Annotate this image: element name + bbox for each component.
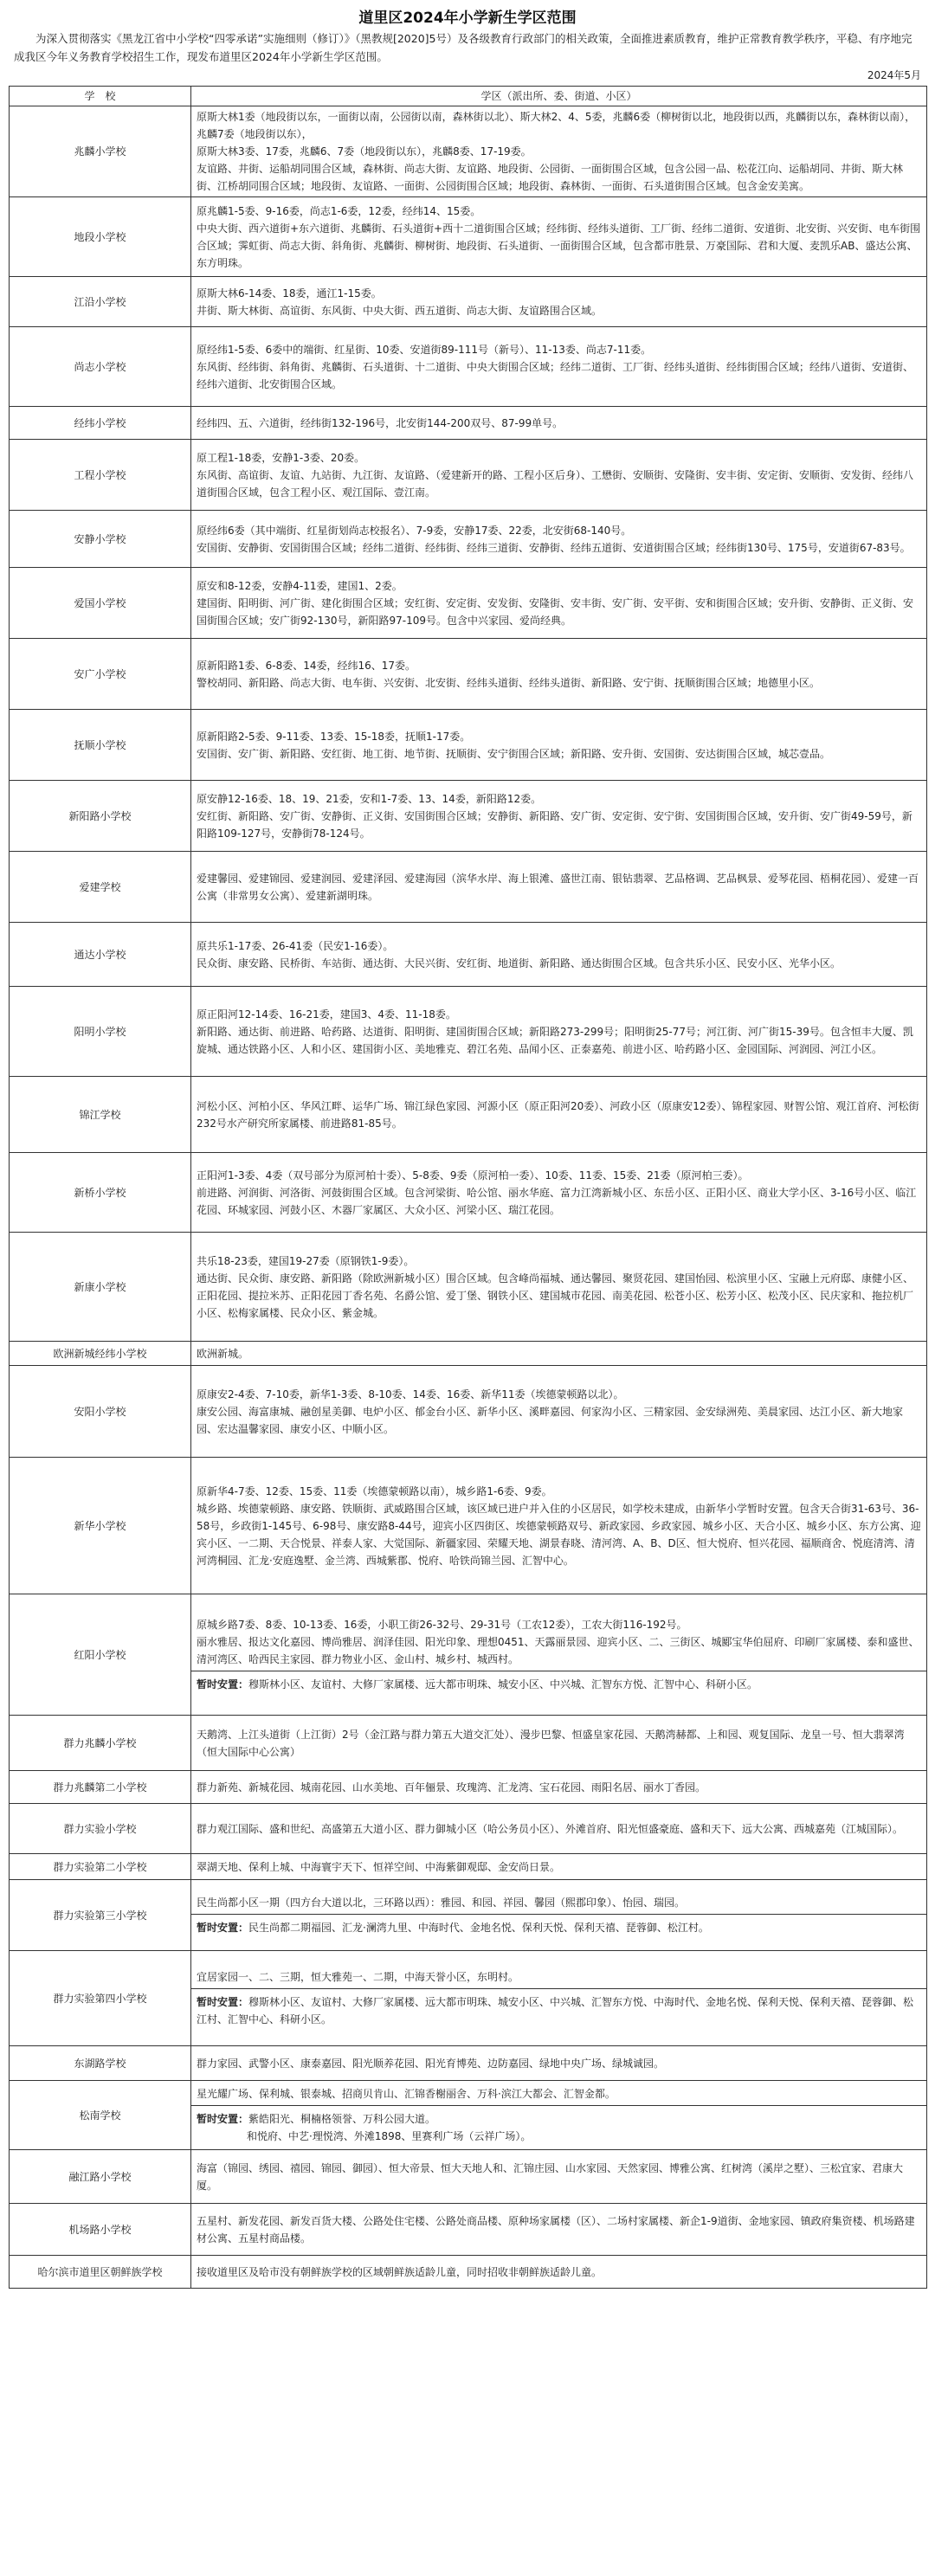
- area-line: 正阳河1-3委、4委（双号部分为原河柏十委）、5-8委、9委（原河柏一委）、10委、11委、15委、21委（原河柏三委）。: [197, 1169, 749, 1182]
- table-row: [10, 2081, 927, 2150]
- table-row: [10, 511, 927, 568]
- area-line: 安红街、新阳路、安广街、安静街、正义街、安国街围合区域；安静街、新阳路、安广街、安定街、安宁街、安国街围合区域，安升街、安广街49-59号，新阳路109-127号，安静街78-124号。: [197, 809, 912, 840]
- district-area: [191, 1153, 927, 1233]
- school-name: 工程小学校: [10, 440, 191, 511]
- area-line: 民众街、康安路、民桥街、车站街、通达街、大民兴街、安红街、地道街、新阳路、通达街围合区域。包含共乐小区、民安小区、光华小区。: [197, 956, 842, 969]
- table-row: [10, 987, 927, 1077]
- district-area: [191, 106, 927, 197]
- area-line: 原城乡路7委、8委、10-13委、16委，小职工街26-32号、29-31号（工农12委），工农大街116-192号。: [197, 1619, 687, 1631]
- district-area: [191, 1804, 927, 1854]
- district-area: [191, 327, 927, 407]
- school-name: 融江路小学校: [10, 2150, 191, 2204]
- district-area: [191, 407, 927, 440]
- area-line: 原斯大林6-14委、18委，通江1-15委。: [197, 287, 382, 299]
- table-row: [10, 852, 927, 923]
- school-name: 经纬小学校: [10, 407, 191, 440]
- table-row: [10, 923, 927, 987]
- header-area: 学区（派出所、委、街道、小区）: [191, 87, 927, 106]
- school-name: 爱建学校: [10, 852, 191, 923]
- area-line: 丽水雅居、报达文化嘉园、博尚雅居、润泽佳园、阳光印象、理想0451、天露丽景园、迎宾小区、二、三街区、城郾宝华伯屈府、印刷厂家属楼、泰和盛世、清河湾区、哈西民主家园、群力物业小区、金山村、城乡村、城西村。: [197, 1636, 919, 1665]
- area-line: 宜居家园一、二、三期，恒大雅苑一、二期，中海天誉小区，东明村。: [197, 1971, 519, 1983]
- area-line: 原共乐1-17委、26-41委（民安1-16委）。: [197, 939, 394, 952]
- area-line: 原经纬1-5委、6委中的端街、红星街、10委、安道街89-111号（新号）、11-13委、尚志7-11委。: [197, 343, 652, 356]
- school-name: 新康小学校: [10, 1233, 191, 1342]
- table-row: [10, 277, 927, 327]
- table-row: [10, 1880, 927, 1951]
- school-name: 红阳小学校: [10, 1594, 191, 1716]
- area-line: 建国街、阳明街、河广街、建化街围合区域；安红街、安定街、安发街、安隆街、安丰街、安广街、安平街、安和街围合区域；安升街、安静街、正义街、安国街围合区域；安广街92-130号，新阳路97-109号。包含中兴家园、爱尚经典。: [197, 596, 914, 627]
- temporary-placement: [191, 1914, 926, 1936]
- district-area: [191, 1716, 927, 1771]
- school-name: 锦江学校: [10, 1077, 191, 1153]
- table-row: [10, 1771, 927, 1804]
- area-line: 共乐18-23委，建国19-27委（原钢铁1-9委）。: [197, 1254, 415, 1267]
- area-line: 民生尚都小区一期（四方台大道以北，三环路以西）：雅园、和园、祥园、馨园（熙郡印象）、怡园、瑞园。: [197, 1897, 686, 1909]
- area-line: 原斯大林3委、17委，兆麟6、7委（地段街以东），兆麟8委、17-19委。: [197, 145, 532, 158]
- district-area: [191, 1594, 927, 1716]
- temporary-placement-text: 穆斯林小区、友谊村、大修厂家属楼、远大都市明珠、城安小区、中兴城、汇智东方悦、中海时代、金地名悦、保利天悦、保利天禧、琵蓉御、松江村、汇智中心、科研小区。: [197, 1996, 914, 2025]
- district-area: [191, 781, 927, 852]
- school-name: 群力实验第三小学校: [10, 1880, 191, 1951]
- school-name: 欧洲新城经纬小学校: [10, 1342, 191, 1366]
- district-area: [191, 2150, 927, 2204]
- school-name: 尚志小学校: [10, 327, 191, 407]
- district-area: [191, 1951, 927, 2046]
- table-row: [10, 1233, 927, 1342]
- area-line: 经纬四、五、六道街，经纬街132-196号，北安街144-200双号、87-99单号。: [197, 416, 564, 429]
- table-row: [10, 1366, 927, 1458]
- table-body: [10, 106, 927, 2289]
- school-name: 阳明小学校: [10, 987, 191, 1077]
- school-name: 安广小学校: [10, 639, 191, 710]
- area-line: 原新华4-7委、12委、15委、11委（埃德蒙顿路以南），城乡路1-6委、9委。: [197, 1484, 552, 1497]
- temporary-placement-label: 暂时安置：: [197, 1922, 249, 1934]
- district-area: [191, 2204, 927, 2256]
- district-area: [191, 1233, 927, 1342]
- school-name: 机场路小学校: [10, 2204, 191, 2256]
- area-line: 接收道里区及哈市没有朝鲜族学校的区域朝鲜族适龄儿童，同时招收非朝鲜族适龄儿童。: [197, 2265, 603, 2278]
- school-name: 兆麟小学校: [10, 106, 191, 197]
- area-line: 群力观江国际、盛和世纪、高盛第五大道小区、群力御城小区（哈公务员小区）、外滩首府、阳光恒盛豪庭、盛和天下、远大公寓、西城嘉苑（江城国际）。: [197, 1822, 904, 1835]
- area-line: 新阳路、通达街、前进路、哈药路、达道街、阳明街、建国街围合区域；新阳路273-299号；阳明街25-77号；河江街、河广街15-39号。包含恒丰大厦、凯旋城、通达铁路小区、人和小区、建国街小区、美地雅克、碧江名苑、品闻小区、正泰嘉苑、前进小区、哈药路小区、金园国际、河润园、河江小区。: [197, 1025, 913, 1055]
- area-line: 安国街、安静街、安国街围合区域；经纬二道街、经纬街、经纬三道街、安静街、经纬五道街、安道街围合区域；经纬街130号、175号，安道街67-83号。: [197, 541, 911, 554]
- area-line: 东风街、高谊街、友谊、九站街、九江街、友谊路、（爱建新开的路、工程小区后身）、工懋街、安顺街、安隆街、安丰街、安定街、安顺街、安发街、经纬八道街围合区域，包含工程小区、观江国际、壹江南。: [197, 468, 914, 499]
- temporary-placement-text: 穆斯林小区、友谊村、大修厂家属楼、远大都市明珠、城安小区、中兴城、汇智东方悦、汇智中心、科研小区。: [248, 1678, 758, 1690]
- area-line: 原康安2-4委、7-10委，新华1-3委、8-10委、14委、16委、新华11委（埃德蒙顿路以北）。: [197, 1388, 624, 1401]
- temporary-placement: [191, 1671, 926, 1693]
- school-name: 松南学校: [10, 2081, 191, 2150]
- school-name: 通达小学校: [10, 923, 191, 987]
- table-row: [10, 1804, 927, 1854]
- district-area: [191, 852, 927, 923]
- area-line: 通达街、民众街、康安路、新阳路（除欧洲新城小区）围合区域。包含峰尚福城、通达馨园、聚贤花园、建国怡园、松滨里小区、宝融上元府邸、康健小区、正阳花园、提拉米苏、正阳花园丁香名苑、名爵公馆、爱丁堡、钢铁小区、建国城市花园、南美花园、松苍小区、松芳小区、松茂小区、民庆家和、拖拉机厂小区、松梅家属楼、民众小区、紫金城。: [197, 1272, 914, 1319]
- table-row: [10, 1716, 927, 1771]
- table-row: [10, 197, 927, 277]
- area-line: 原经纬6委（其中端街、红星街划尚志校报名）、7-9委，安静17委、22委，北安街68-140号。: [197, 524, 632, 537]
- table-row: [10, 1342, 927, 1366]
- temporary-placement-extra: 和悦府、中艺·理悦湾、外滩1898、里赛利广场（云祥广场）。: [247, 2130, 532, 2142]
- school-name: 江沿小学校: [10, 277, 191, 327]
- area-line: 原新阳路2-5委、9-11委、13委、15-18委，抚顺1-17委。: [197, 730, 471, 743]
- table-row: [10, 1951, 927, 2046]
- school-district-table: [9, 86, 927, 2289]
- area-line: 东风街、经纬街、斜角街、兆麟街、石头道街、十二道街、中央大街围合区域；经纬二道街、工厂街、经纬头道街、经纬街围合区域；经纬八道街、安道街、经纬六道街、北安街围合区域。: [197, 360, 914, 390]
- area-line: 五星村、新发花园、新发百货大楼、公路处住宅楼、公路处商品楼、原种场家属楼（区）、二场村家属楼、新企1-9道街、金地家园、镇政府集资楼、机场路建材公寓、五星村商品楼。: [197, 2214, 915, 2244]
- area-line: 井街、斯大林街、高谊街、东风街、中央大街、西五道街、尚志大街、友谊路围合区域。: [197, 304, 603, 317]
- district-area: [191, 639, 927, 710]
- table-row: [10, 1594, 927, 1716]
- school-name: 群力实验小学校: [10, 1804, 191, 1854]
- table-row: [10, 1077, 927, 1153]
- temporary-placement-text: 紫皓阳光、桐楠格领誉、万科公园大道。: [248, 2113, 436, 2125]
- temporary-placement-label: 暂时安置：: [197, 1996, 249, 2008]
- area-line: 警校胡同、新阳路、尚志大街、电车街、兴安街、北安街、经纬头道街、经纬头道街、新阳路、安宁街、抚顺街围合区域；地德里小区。: [197, 676, 821, 689]
- area-line: 群力新苑、新城花园、城南花园、山水美地、百年俪景、玫瑰湾、汇龙湾、宝石花园、雨阳名居、丽水丁香园。: [197, 1781, 706, 1794]
- table-row: [10, 639, 927, 710]
- area-line: 原工程1-18委，安静1-3委、20委。: [197, 451, 365, 464]
- intro-paragraph: 为深入贯彻落实《黑龙江省中小学校“四零承诺”实施细则（修订）》（黑教规[2020]5号）及各级教育行政部门的相关政策，全面推进素质教育，维护正常教育教学秩序，平稳、有序地完成我区今年义务教育学校招生工作，现发布道里区2024年小学新生学区范围。: [14, 32, 912, 63]
- area-line: 原新阳路1委、6-8委、14委，经纬16、17委。: [197, 659, 416, 672]
- district-area: [191, 1771, 927, 1804]
- table-row: [10, 2256, 927, 2289]
- table-row: [10, 1854, 927, 1880]
- area-line: 原兆麟1-5委、9-16委，尚志1-6委，12委，经纬14、15委。: [197, 204, 481, 217]
- table-row: [10, 440, 927, 511]
- school-name: 群力兆麟第二小学校: [10, 1771, 191, 1804]
- table-row: [10, 710, 927, 781]
- area-line: 中央大街、西六道街+东六道街、兆麟街、石头道街+西十二道街围合区域；经纬街、经纬头道街、工厂街、经纬二道街、安道街、北安街、兴安街、电车街围合区域；霁虹街、尚志大街、斜角街、兆麟街、柳树街、地段街、石头道街、一面街围合区域，包含都市胜景、万豪国际、君和大厦、麦凯乐AB、盛达公寓、东方明珠。: [197, 222, 921, 269]
- temporary-placement: [191, 1988, 926, 2028]
- area-line: 星光耀广场、保利城、银泰城、招商贝肯山、汇锦香榭丽舍、万科·滨江大都会、汇智金都。: [197, 2088, 616, 2100]
- table-header-row: [10, 87, 927, 106]
- table-row: [10, 1458, 927, 1594]
- table-row: [10, 781, 927, 852]
- district-area: [191, 1854, 927, 1880]
- school-name: 哈尔滨市道里区朝鲜族学校: [10, 2256, 191, 2289]
- district-area: [191, 923, 927, 987]
- area-line: 河松小区、河柏小区、华风江畔、运华广场、锦江绿色家园、河源小区（原正阳河20委）、河政小区（原康安12委）、锦程家园、财智公馆、观江首府、河松街232号水产研究所家属楼、前进路81-85号。: [197, 1099, 919, 1130]
- school-name: 爱国小学校: [10, 568, 191, 639]
- table-row: [10, 2150, 927, 2204]
- district-area: [191, 2046, 927, 2081]
- district-area: [191, 197, 927, 277]
- area-line: 城乡路、埃德蒙顿路、康安路、铁顺街、武威路围合区域，该区域已进户并入住的小区居民，如学校未建成，由新华小学暂时安置。包含天合街31-63号、36-58号，乡政街1-145号、6-98号、康安路8-44号，迎宾小区四街区、埃德蒙顿路双号、新政家园、乡政家园、城乡小区、天合小区、城乡小区、东方公寓、迎宾小区、一二期、天合悦景、祥泰人家、大觉国际、新疆家园、荣耀天地、湖景春晓、清河湾、A、B、D区、恒大悦府、恒兴花园、福顺商舍、悦庭清湾、清河湾桐园、汇龙·安庭逸墅、金兰湾、西城紫郡、悦府、哈铁尚锦兰园、汇智中心。: [197, 1502, 921, 1567]
- area-line: 天鹅湾、上江头道街（上江街）2号（金江路与群力第五大道交汇处）、漫步巴黎、恒盛皇家花园、天鹅湾赫都、上和园、观复国际、龙皇一号、恒大翡翠湾（恒大国际中心公寓）: [197, 1728, 905, 1758]
- school-name: 地段小学校: [10, 197, 191, 277]
- district-area: [191, 277, 927, 327]
- school-name: 抚顺小学校: [10, 710, 191, 781]
- area-line: 欧洲新城。: [197, 1347, 249, 1360]
- district-area: [191, 2081, 927, 2150]
- area-line: 翠湖天地、保利上城、中海寰宇天下、恒祥空间、中海紫御观邸、金安尚日景。: [197, 1860, 561, 1873]
- table-row: [10, 2204, 927, 2256]
- district-area: [191, 710, 927, 781]
- school-name: 安阳小学校: [10, 1366, 191, 1458]
- district-area: [191, 440, 927, 511]
- area-line: 原安静12-16委、18、19、21委，安和1-7委、13、14委，新阳路12委。: [197, 792, 542, 805]
- table-row: [10, 327, 927, 407]
- area-line: 爱建馨园、爱建锦园、爱建润园、爱建泽园、爱建海园（滨华水岸、海上银滩、盛世江南、银钻翡翠、艺品格调、艺品枫景、爱琴花园、梧桐花园）、爱建一百公寓（非常男女公寓）、爱建新湖明珠。: [197, 872, 919, 902]
- header-school: 学 校: [10, 87, 191, 106]
- area-line: 前进路、河润街、河洛街、河鼓街围合区域。包含河梁街、哈公馆、丽水华庭、富力江湾新城小区、东岳小区、正阳小区、商业大学小区、3-16号小区、临江花园、环城家园、河鼓小区、木器厂家属区、大众小区、河梁小区、瑞江花园。: [197, 1186, 917, 1216]
- area-line: 海富（锦园、绣园、禧园、锦园、御园）、恒大帝景、恒大天地人和、汇锦庄园、山水家园、天然家园、博雅公寓、红树湾（溪岸之墅）、三松宜家、君康大厦。: [197, 2161, 904, 2192]
- district-area: [191, 1342, 927, 1366]
- district-area: [191, 1880, 927, 1951]
- district-area: [191, 987, 927, 1077]
- table-row: [10, 568, 927, 639]
- district-area: [191, 1077, 927, 1153]
- area-line: 康安公园、海富康城、融创星美御、电炉小区、郁金台小区、新华小区、溪畔嘉园、何家沟小区、三精家园、金安绿洲苑、美晨家园、达江小区、新大地家园、宏达温馨家园、康安小区、中顺小区。: [197, 1405, 904, 1435]
- document-title: 道里区2024年小学新生学区范围: [358, 10, 577, 27]
- district-area: [191, 568, 927, 639]
- school-name: 安静小学校: [10, 511, 191, 568]
- table-row: [10, 106, 927, 197]
- school-name: 新华小学校: [10, 1458, 191, 1594]
- table-row: [10, 1153, 927, 1233]
- area-line: 原正阳河12-14委、16-21委，建国3、4委、11-18委。: [197, 1008, 456, 1021]
- district-area: [191, 2256, 927, 2289]
- publish-date: 2024年5月: [867, 69, 921, 81]
- school-name: 群力兆麟小学校: [10, 1716, 191, 1771]
- table-row: [10, 2046, 927, 2081]
- school-name: 群力实验第四小学校: [10, 1951, 191, 2046]
- temporary-placement-label: 暂时安置：: [197, 1678, 249, 1690]
- school-name: 新桥小学校: [10, 1153, 191, 1233]
- area-line: 原安和8-12委，安静4-11委，建国1、2委。: [197, 579, 403, 592]
- temporary-placement: [191, 2105, 926, 2145]
- table-row: [10, 407, 927, 440]
- school-name: 新阳路小学校: [10, 781, 191, 852]
- temporary-placement-label: 暂时安置：: [197, 2113, 249, 2125]
- area-line: 安国街、安广街、新阳路、安红街、地工街、地节街、抚顺街、安宁街围合区域；新阳路、安升街、安国街、安达街围合区域，城芯壹品。: [197, 747, 831, 760]
- area-line: 友谊路、井街、运船胡同围合区域，森林街、尚志大街、友谊路、地段街、公园街、一面街围合区域，包含公园一品、松花江向、运船胡同、井街、斯大林街、江桥胡同围合区域；地段街、友谊路、一面街、公园街围合区域；地段街、森林街、一面街、石头道街围合区域。包含金安美寓。: [197, 163, 904, 192]
- school-name: 群力实验第二小学校: [10, 1854, 191, 1880]
- school-name: 东湖路学校: [10, 2046, 191, 2081]
- area-line: 群力家园、武警小区、康泰嘉园、阳光顺养花园、阳光育博苑、边防嘉园、绿地中央广场、绿城诚园。: [197, 2057, 665, 2070]
- area-line: 原斯大林1委（地段街以东，一面街以南，公园街以南，森林街以北）、斯大林2、4、5委，兆麟6委（柳树街以北，地段街以西，兆麟街以东，森林街以南），兆麟7委（地段街以东），: [197, 111, 916, 140]
- district-area: [191, 1366, 927, 1458]
- district-area: [191, 1458, 927, 1594]
- temporary-placement-text: 民生尚都二期福园、汇龙·澜湾九里、中海时代、金地名悦、保利天悦、保利天禧、琵蓉御、松江村。: [248, 1922, 709, 1934]
- district-area: [191, 511, 927, 568]
